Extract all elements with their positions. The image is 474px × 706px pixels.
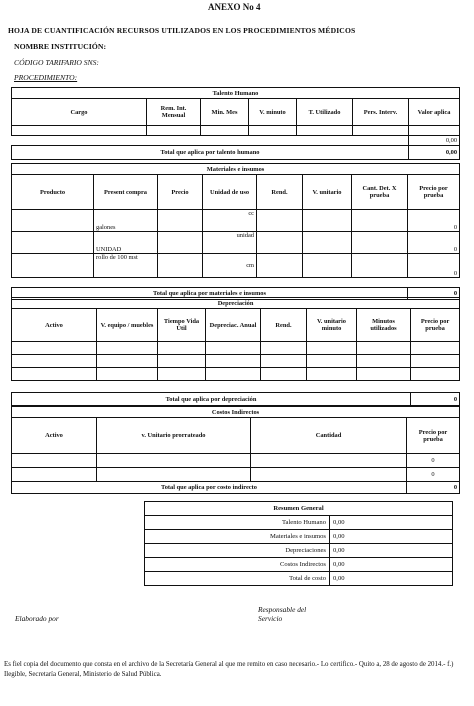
responsible-line-2: Servicio bbox=[258, 614, 283, 623]
table-cell: 0 bbox=[408, 232, 460, 254]
annex-number: ANEXO No 4 bbox=[208, 2, 261, 12]
total-value: 0 bbox=[408, 288, 460, 300]
table-cell: 0,00 bbox=[409, 136, 460, 146]
summary-value: 0,00 bbox=[330, 544, 453, 558]
total-label: Total que aplica por materiales e insumos bbox=[12, 288, 408, 300]
total-value: 0,00 bbox=[409, 146, 460, 160]
institution-label: NOMBRE INSTITUCIÓN: bbox=[14, 42, 107, 51]
col-header: Pers. Interv. bbox=[353, 99, 409, 126]
certification-footer: Es fiel copia del documento que consta en el archivo de la Secretaría General al que me remito en caso necesario.- Lo certifico.- Quito a, 28 de agosto de 2014.- f.) Ilegible, Secretaría General, Ministerio de Salud Pública. bbox=[4, 661, 454, 678]
summary-value: 0,00 bbox=[330, 530, 453, 544]
col-header: T. Utilizado bbox=[297, 99, 353, 126]
section-title: Depreciación bbox=[12, 298, 460, 309]
responsible-line-1: Responsable del bbox=[258, 605, 307, 614]
procedure-label: PROCEDIMIENTO: bbox=[14, 73, 78, 82]
table-cell: rollo de 100 mst bbox=[94, 254, 158, 278]
col-header: Rend. bbox=[261, 309, 307, 342]
col-header: Producto bbox=[12, 175, 94, 210]
summary-value: 0,00 bbox=[330, 516, 453, 530]
col-header: Precio por prueba bbox=[407, 418, 460, 454]
table-row bbox=[145, 558, 453, 572]
col-header: Cantidad bbox=[251, 418, 407, 454]
col-header: Minutos utilizados bbox=[357, 309, 411, 342]
section-title: Resumen General bbox=[145, 502, 453, 516]
summary-label: Costos Indirectos bbox=[145, 558, 330, 572]
indirect-costs-table bbox=[11, 406, 460, 494]
col-header: Precio por prueba bbox=[408, 175, 460, 210]
col-header: V. unitario bbox=[303, 175, 352, 210]
table-row bbox=[12, 254, 460, 278]
depreciation-table bbox=[11, 297, 460, 406]
col-header: Precio bbox=[158, 175, 203, 210]
total-value: 0 bbox=[411, 393, 460, 406]
col-header: Activo bbox=[12, 418, 97, 454]
col-header: v. Unitario prorrateado bbox=[97, 418, 251, 454]
col-header: Min. Mes bbox=[201, 99, 249, 126]
table-row bbox=[12, 232, 460, 254]
col-header: Depreciac. Anual bbox=[206, 309, 261, 342]
col-header: Cant. Det. X prueba bbox=[352, 175, 408, 210]
section-title: Costos Indirectos bbox=[12, 407, 460, 418]
summary-value: 0,00 bbox=[330, 572, 453, 586]
responsible-label bbox=[258, 605, 306, 623]
table-row bbox=[145, 544, 453, 558]
col-header: V. minuto bbox=[249, 99, 297, 126]
col-header: Valor aplica bbox=[409, 99, 460, 126]
col-header: V. equipo / muebles bbox=[97, 309, 158, 342]
table-cell: UNIDAD bbox=[94, 232, 158, 254]
col-header: Rend. bbox=[257, 175, 303, 210]
col-header: Rem. Int. Mensual bbox=[147, 99, 201, 126]
materials-table bbox=[11, 163, 460, 300]
summary-label: Total de costo bbox=[145, 572, 330, 586]
table-row bbox=[12, 210, 460, 232]
col-header: Present compra bbox=[94, 175, 158, 210]
table-row bbox=[145, 516, 453, 530]
table-cell: 0 bbox=[407, 468, 460, 482]
col-header: Tiempo Vida Útil bbox=[158, 309, 206, 342]
table-cell: cm bbox=[203, 254, 257, 278]
col-header: Precio por prueba bbox=[411, 309, 460, 342]
table-row bbox=[145, 530, 453, 544]
table-cell: unidad bbox=[203, 232, 257, 254]
col-header: Cargo bbox=[12, 99, 147, 126]
total-value: 0 bbox=[407, 482, 460, 494]
section-title: Talento Humano bbox=[12, 88, 460, 99]
prepared-by-label: Elaborado por bbox=[15, 614, 59, 623]
section-title: Materiales e insumos bbox=[12, 164, 460, 175]
summary-label: Depreciaciones bbox=[145, 544, 330, 558]
total-label: Total que aplica por costo indirecto bbox=[12, 482, 407, 494]
human-talent-table bbox=[11, 87, 460, 160]
col-header: Unidad de uso bbox=[203, 175, 257, 210]
total-label: Total que aplica por depreciación bbox=[12, 393, 411, 406]
table-cell: 0 bbox=[408, 254, 460, 278]
table-cell: cc bbox=[203, 210, 257, 232]
summary-label: Materiales e insumos bbox=[145, 530, 330, 544]
document-title: HOJA DE CUANTIFICACIÓN RECURSOS UTILIZADOS EN LOS PROCEDIMIENTOS MÉDICOS bbox=[8, 26, 356, 35]
total-label: Total que aplica por talento humano bbox=[12, 146, 409, 160]
summary-value: 0,00 bbox=[330, 558, 453, 572]
table-cell: galones bbox=[94, 210, 158, 232]
tariff-code-label: CÓDIGO TARIFARIO SNS: bbox=[14, 58, 99, 67]
summary-label: Talento Humano bbox=[145, 516, 330, 530]
table-cell: 0 bbox=[408, 210, 460, 232]
table-row bbox=[145, 572, 453, 586]
col-header: V. unitario minuto bbox=[307, 309, 357, 342]
col-header: Activo bbox=[12, 309, 97, 342]
summary-table bbox=[144, 501, 453, 586]
table-cell: 0 bbox=[407, 454, 460, 468]
